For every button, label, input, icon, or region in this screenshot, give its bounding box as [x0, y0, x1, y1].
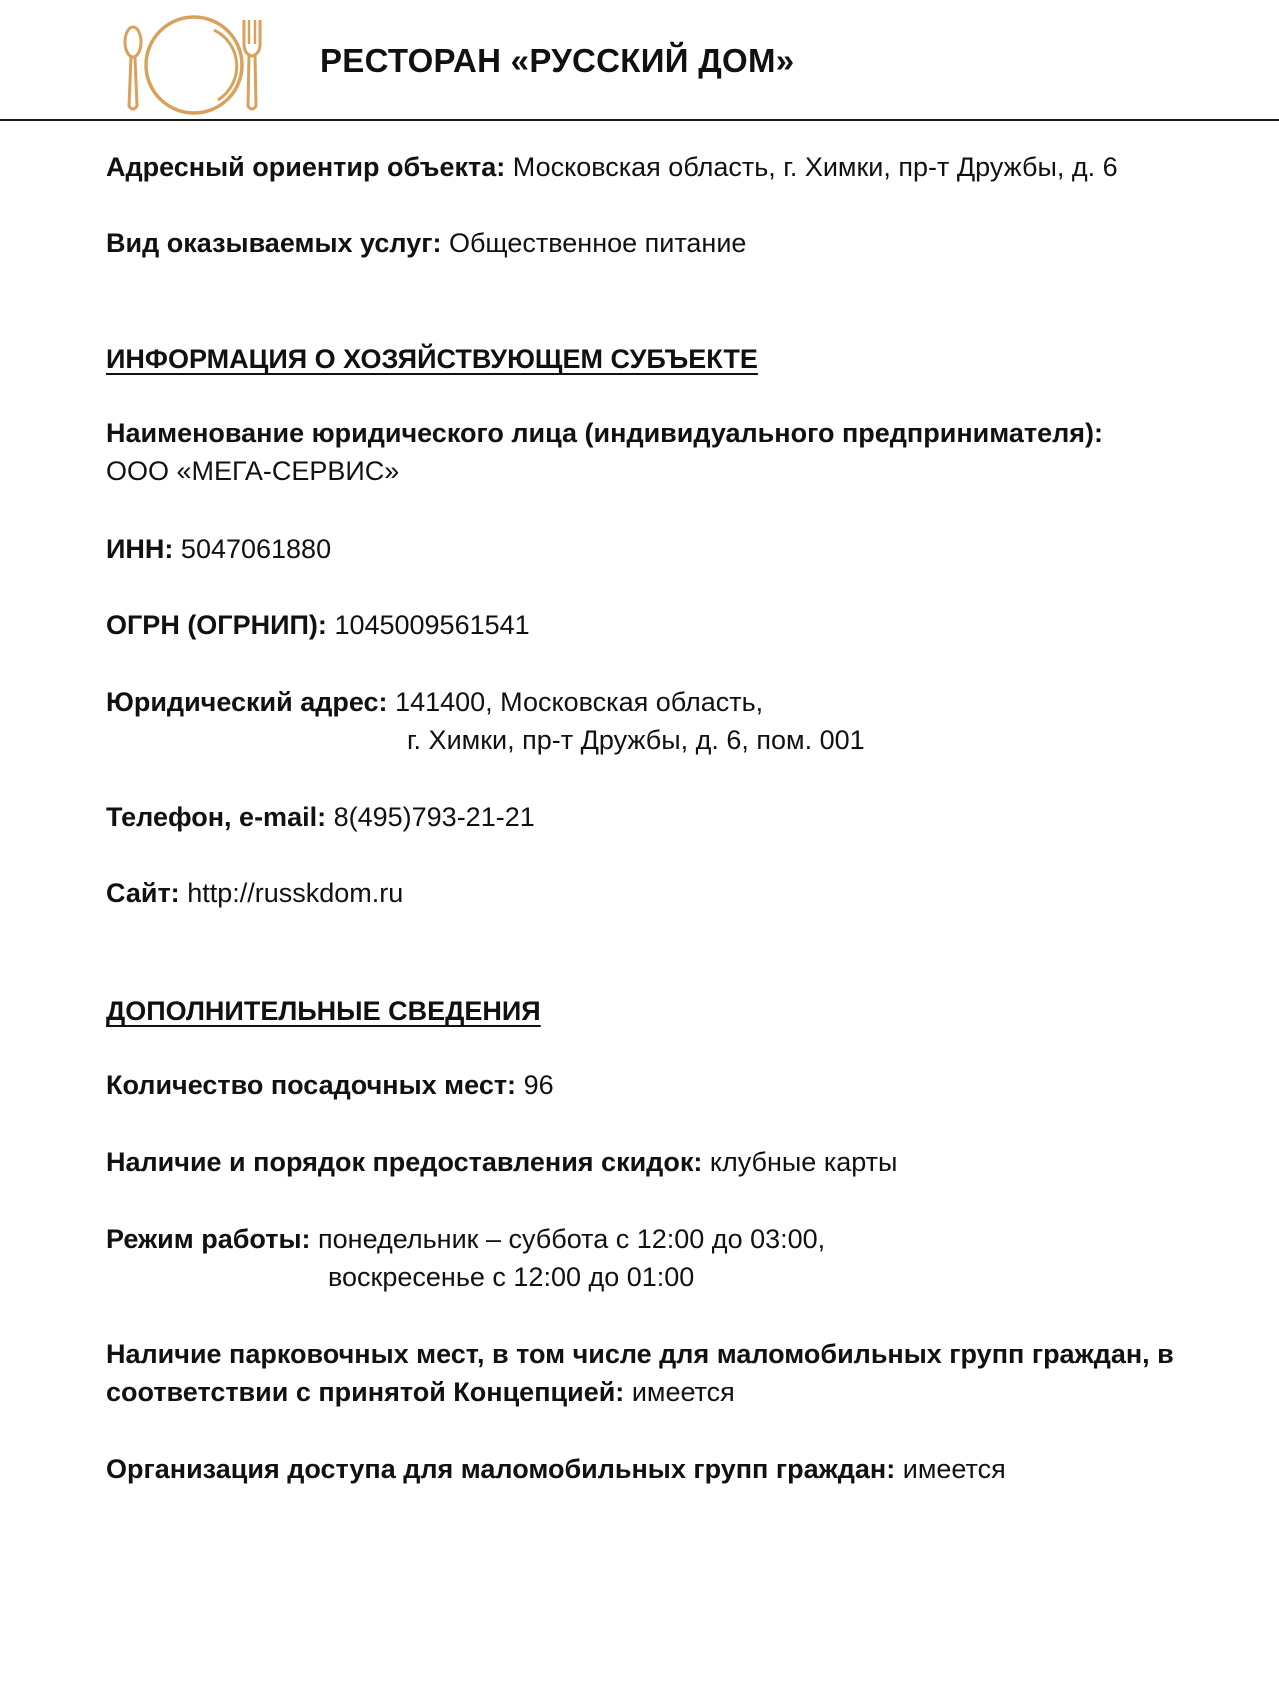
- hours-line1: понедельник – суббота с 12:00 до 03:00,: [318, 1224, 826, 1254]
- plate-fork-spoon-icon: [118, 8, 268, 118]
- site-link[interactable]: http://russkdom.ru: [187, 878, 404, 908]
- entity-name-value-row: [106, 452, 399, 490]
- entity-section-heading: ИНФОРМАЦИЯ О ХОЗЯЙСТВУЮЩЕМ СУБЪЕКТЕ: [106, 344, 758, 374]
- phone-value: 8(495)793-21-21: [333, 802, 535, 832]
- seats-value: 96: [523, 1070, 554, 1100]
- legal-address-label: Юридический адрес:: [106, 687, 388, 717]
- inn-label: ИНН:: [106, 534, 174, 564]
- seats-label: Количество посадочных мест:: [106, 1070, 517, 1100]
- seats-field: [106, 1066, 554, 1104]
- hours-field: [106, 1220, 825, 1258]
- discounts-value: клубные карты: [709, 1147, 898, 1177]
- header-divider: [0, 119, 1279, 121]
- services-label: Вид оказываемых услуг:: [106, 228, 442, 258]
- address-value: Московская область, г. Химки, пр-т Дружбы, д. 6: [512, 152, 1118, 182]
- page-header: [0, 0, 1279, 122]
- access-value: имеется: [902, 1454, 1006, 1484]
- parking-label-line2: соответствии с принятой Концепцией:: [106, 1377, 625, 1407]
- site-field: [106, 874, 403, 912]
- parking-value: имеется: [631, 1377, 735, 1407]
- ogrn-field: [106, 606, 530, 644]
- phone-field: [106, 798, 535, 836]
- access-label: Организация доступа для маломобильных групп граждан:: [106, 1454, 896, 1484]
- entity-name-field: [106, 414, 1103, 452]
- ogrn-value: 1045009561541: [334, 610, 530, 640]
- services-field: [106, 224, 746, 262]
- parking-field-line2: [106, 1373, 735, 1411]
- legal-address-line2: г. Химки, пр-т Дружбы, д. 6, пом. 001: [407, 725, 865, 755]
- page-title: РЕСТОРАН «РУССКИЙ ДОМ»: [320, 42, 795, 79]
- phone-label: Телефон, e-mail:: [106, 802, 327, 832]
- access-field: [106, 1450, 1006, 1488]
- entity-name-value: ООО «МЕГА-СЕРВИС»: [106, 456, 400, 486]
- address-field: [106, 148, 1118, 186]
- services-value: Общественное питание: [448, 228, 747, 258]
- parking-field: [106, 1335, 1174, 1373]
- parking-label-line1: Наличие парковочных мест, в том числе для маломобильных групп граждан, в: [106, 1339, 1174, 1369]
- address-label: Адресный ориентир объекта:: [106, 152, 506, 182]
- inn-value: 5047061880: [180, 534, 332, 564]
- hours-line2: воскресенье с 12:00 до 01:00: [328, 1262, 695, 1292]
- inn-field: [106, 530, 331, 568]
- hours-label: Режим работы:: [106, 1224, 311, 1254]
- site-label: Сайт:: [106, 878, 180, 908]
- legal-address-field: [106, 683, 763, 721]
- discounts-field: [106, 1143, 897, 1181]
- legal-address-line1: 141400, Московская область,: [395, 687, 764, 717]
- extra-section-heading: ДОПОЛНИТЕЛЬНЫЕ СВЕДЕНИЯ: [106, 996, 541, 1026]
- ogrn-label: ОГРН (ОГРНИП):: [106, 610, 327, 640]
- entity-name-label: Наименование юридического лица (индивидуального предпринимателя):: [106, 418, 1103, 448]
- discounts-label: Наличие и порядок предоставления скидок:: [106, 1147, 703, 1177]
